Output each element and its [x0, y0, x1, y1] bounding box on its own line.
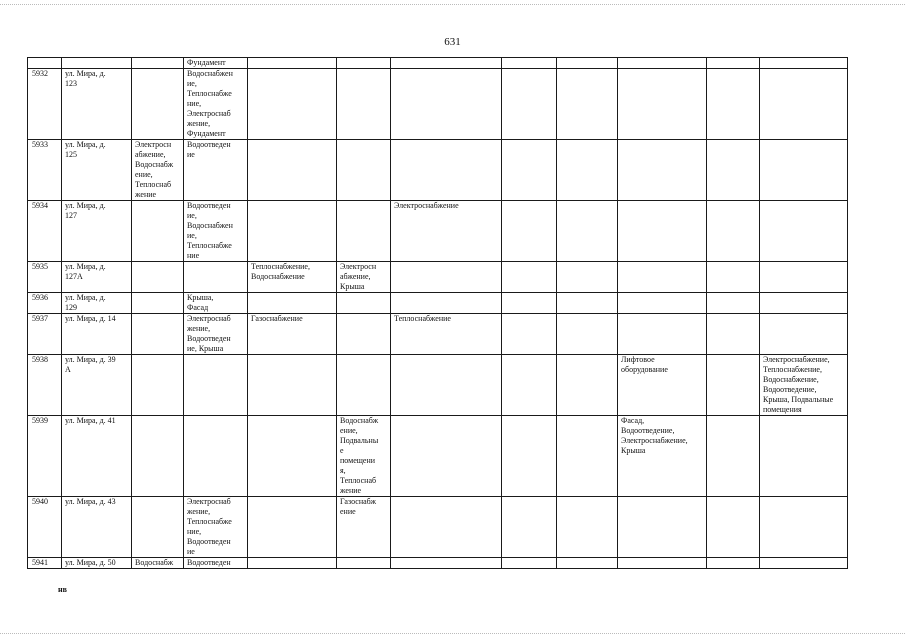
table-cell [618, 293, 707, 314]
table-cell [707, 314, 760, 355]
table-cell [760, 416, 848, 497]
table-cell [557, 262, 618, 293]
table-cell [391, 58, 502, 69]
table-cell: Теплоснабжение, Водоснабжение [248, 262, 337, 293]
table-cell [248, 201, 337, 262]
address-cell: ул. Мира, д. 50 [62, 558, 132, 569]
table-cell [707, 497, 760, 558]
table-cell: Газоснабжение [248, 314, 337, 355]
table-cell [502, 416, 557, 497]
table-cell [132, 497, 184, 558]
table-cell [760, 140, 848, 201]
table-cell: Фундамент [184, 58, 248, 69]
scan-edge-bottom [0, 633, 905, 635]
table-cell [132, 262, 184, 293]
table-cell: Электроснабжение, Теплоснабжение, Водоснабжение, Водоотведение, Крыша, Подвальные помещения [760, 355, 848, 416]
scan-edge-top [0, 4, 905, 6]
table-cell [557, 558, 618, 569]
table-row [28, 69, 848, 140]
table-cell [132, 416, 184, 497]
table-cell [760, 201, 848, 262]
table-cell: Электроснаб жение, Водоотведен ие, Крыша [184, 314, 248, 355]
table-row [28, 355, 848, 416]
table-cell [502, 201, 557, 262]
table-cell [391, 293, 502, 314]
table-cell [707, 262, 760, 293]
table-cell [707, 355, 760, 416]
row-number-cell: 5939 [28, 416, 62, 497]
table-row [28, 314, 848, 355]
table-row [28, 558, 848, 569]
table-cell [707, 416, 760, 497]
table-cell [557, 293, 618, 314]
table-cell: Электроснабжение [391, 201, 502, 262]
table-cell: Водоотведен ие, Водоснабжен ие, Теплоснабже ние [184, 201, 248, 262]
table-cell [248, 58, 337, 69]
row-number-cell: 5937 [28, 314, 62, 355]
row-number-cell: 5941 [28, 558, 62, 569]
table-cell [760, 69, 848, 140]
table-cell [337, 355, 391, 416]
address-cell: ул. Мира, д. 127 [62, 201, 132, 262]
address-cell: ул. Мира, д. 129 [62, 293, 132, 314]
table-row [28, 497, 848, 558]
table-cell [248, 416, 337, 497]
table-cell [502, 497, 557, 558]
table-cell [391, 558, 502, 569]
table-cell [502, 293, 557, 314]
table-cell: Фасад, Водоотведение, Электроснабжение, Крыша [618, 416, 707, 497]
table-cell [557, 497, 618, 558]
table-cell [502, 314, 557, 355]
address-cell: ул. Мира, д. 125 [62, 140, 132, 201]
table-row [28, 293, 848, 314]
table-cell [618, 140, 707, 201]
table-cell [760, 58, 848, 69]
table-cell [618, 58, 707, 69]
table-cell: Водоснабжен ие, Теплоснабже ние, Электроснаб жение, Фундамент [184, 69, 248, 140]
table-cell [248, 293, 337, 314]
table-cell: Крыша, Фасад [184, 293, 248, 314]
table-cell: Лифтовое оборудование [618, 355, 707, 416]
table-cell [502, 69, 557, 140]
row-number-cell: 5934 [28, 201, 62, 262]
table-cell [248, 69, 337, 140]
table-body [28, 58, 848, 569]
table-cell [132, 314, 184, 355]
table-cell [337, 201, 391, 262]
table-cell [502, 58, 557, 69]
table-cell [557, 69, 618, 140]
table-cell [28, 58, 62, 69]
table-cell [707, 140, 760, 201]
table-cell [391, 497, 502, 558]
table-cell [132, 69, 184, 140]
table-cell [132, 355, 184, 416]
table-cell [391, 69, 502, 140]
table-cell [557, 140, 618, 201]
row-number-cell: 5940 [28, 497, 62, 558]
table-cell [618, 262, 707, 293]
table-cell: Электросн абжение, Водоснабж ение, Теплоснаб жение [132, 140, 184, 201]
table-cell [391, 262, 502, 293]
table-cell [132, 201, 184, 262]
table-cell [337, 293, 391, 314]
table-cell [760, 558, 848, 569]
repair-schedule-table [27, 57, 848, 569]
table-cell [557, 416, 618, 497]
table-cell [618, 201, 707, 262]
table-cell [557, 201, 618, 262]
table-cell [618, 69, 707, 140]
table-cell [502, 140, 557, 201]
table-row-continued [28, 58, 848, 69]
table-cell [557, 314, 618, 355]
table-cell [557, 58, 618, 69]
table-cell [760, 497, 848, 558]
table-cell [337, 314, 391, 355]
table-cell [618, 497, 707, 558]
table-cell [337, 558, 391, 569]
table-cell [248, 558, 337, 569]
table-cell [502, 355, 557, 416]
table-cell [337, 140, 391, 201]
address-cell: ул. Мира, д. 127А [62, 262, 132, 293]
table-cell [557, 355, 618, 416]
table-cell: Водоотведен [184, 558, 248, 569]
table-cell: Электроснаб жение, Теплоснабже ние, Водоотведен ие [184, 497, 248, 558]
table-cell [760, 262, 848, 293]
table-cell: Водоотведен ие [184, 140, 248, 201]
table-cell [760, 314, 848, 355]
table-cell [707, 201, 760, 262]
table-cell [337, 69, 391, 140]
table-cell [132, 293, 184, 314]
table-row [28, 416, 848, 497]
table-cell: Газоснабж ение [337, 497, 391, 558]
table-cell [248, 140, 337, 201]
row-number-cell: 5932 [28, 69, 62, 140]
table-cell [502, 558, 557, 569]
table-cell [618, 558, 707, 569]
footer-mark: нв [58, 585, 67, 594]
row-number-cell: 5935 [28, 262, 62, 293]
table-cell [707, 69, 760, 140]
table-cell [391, 416, 502, 497]
table-cell [707, 558, 760, 569]
table-cell: Водоснабж [132, 558, 184, 569]
page-number: 631 [444, 36, 461, 48]
row-number-cell: 5936 [28, 293, 62, 314]
table-cell [132, 58, 184, 69]
address-cell: ул. Мира, д. 41 [62, 416, 132, 497]
table-cell: Водоснабж ение, Подвальны е помещени я, Теплоснаб жение [337, 416, 391, 497]
table-row [28, 140, 848, 201]
address-cell: ул. Мира, д. 123 [62, 69, 132, 140]
address-cell: ул. Мира, д. 14 [62, 314, 132, 355]
table-cell [391, 355, 502, 416]
table-cell [618, 314, 707, 355]
table-cell [248, 497, 337, 558]
table-cell [62, 58, 132, 69]
table-cell [760, 293, 848, 314]
table-cell [184, 355, 248, 416]
table-cell [707, 293, 760, 314]
table-cell: Теплоснабжение [391, 314, 502, 355]
row-number-cell: 5933 [28, 140, 62, 201]
table-row [28, 262, 848, 293]
table-cell [391, 140, 502, 201]
table-row [28, 201, 848, 262]
table-cell: Электросн абжение, Крыша [337, 262, 391, 293]
address-cell: ул. Мира, д. 39 А [62, 355, 132, 416]
table-cell [248, 355, 337, 416]
table-cell [337, 58, 391, 69]
table-cell [184, 262, 248, 293]
table-cell [502, 262, 557, 293]
table-cell [707, 58, 760, 69]
row-number-cell: 5938 [28, 355, 62, 416]
address-cell: ул. Мира, д. 43 [62, 497, 132, 558]
table-cell [184, 416, 248, 497]
